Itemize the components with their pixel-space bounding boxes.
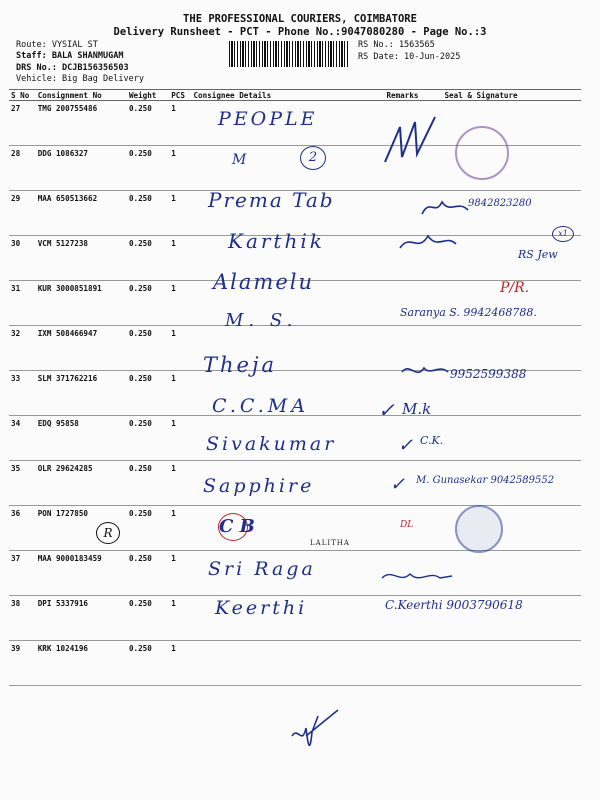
- row-weight: 0.250: [127, 551, 169, 596]
- row-pcs: 1: [169, 461, 191, 506]
- col-pcs: PCS: [169, 90, 191, 101]
- remark-text: P/R.: [500, 280, 530, 296]
- handwritten-consignee: Karthik: [228, 229, 325, 253]
- row-consignment: KUR 3000851891: [36, 281, 127, 326]
- row-weight: 0.250: [127, 281, 169, 326]
- row-weight: 0.250: [127, 506, 169, 551]
- row-consignee: [191, 146, 360, 191]
- row-pcs: 1: [169, 236, 191, 281]
- row-consignment: MAA 9000183459: [36, 551, 127, 596]
- handwritten-consignee: Sivakumar: [206, 433, 337, 455]
- row-pcs: 1: [169, 551, 191, 596]
- row-sno: 38: [9, 596, 36, 641]
- row-sno: 33: [9, 371, 36, 416]
- row-weight: 0.250: [127, 236, 169, 281]
- handwritten-consignee: M: [232, 152, 247, 168]
- route-label: Route: VYSIAL ST: [16, 40, 98, 50]
- row-consignment: IXM 508466947: [36, 326, 127, 371]
- drs-label: DRS No.: DCJB156356503: [16, 63, 129, 73]
- row-weight: 0.250: [127, 641, 169, 686]
- row-consignee: [191, 641, 360, 686]
- signature-scribble: [400, 360, 450, 382]
- handwritten-consignee: Keerthi: [215, 597, 308, 619]
- company-title: THE PROFESSIONAL COURIERS, COIMBATORE: [183, 13, 417, 25]
- row-weight: 0.250: [127, 371, 169, 416]
- row-weight: 0.250: [127, 191, 169, 236]
- row-sno: 36: [9, 506, 36, 551]
- signature-text: Saranya S. 9942468788.: [400, 306, 537, 319]
- handwritten-consignee: C B: [218, 513, 248, 541]
- row-consignment: MAA 650513662: [36, 191, 127, 236]
- handwritten-consignee: Theja: [203, 353, 277, 377]
- row-consignment: DPI 5337916: [36, 596, 127, 641]
- row-pcs: 1: [169, 146, 191, 191]
- table-header-row: [9, 90, 581, 101]
- circled-mark: x1: [552, 226, 574, 242]
- signature-text: C.K.: [420, 434, 444, 447]
- runsheet-signature: [288, 706, 348, 756]
- row-sno: 34: [9, 416, 36, 461]
- row-sno: 28: [9, 146, 36, 191]
- row-remarks: [361, 641, 419, 686]
- row-consignment: TMG 200755486: [36, 101, 127, 146]
- handwritten-consignee: Prema Tab: [208, 188, 335, 212]
- row-pcs: 1: [169, 416, 191, 461]
- row-weight: 0.250: [127, 416, 169, 461]
- row-consignment: SLM 371762216: [36, 371, 127, 416]
- signature-number: 9952599388: [450, 367, 527, 381]
- col-remarks: Remarks: [361, 90, 419, 101]
- col-consignee: Consignee Details: [191, 90, 360, 101]
- row-consignment: KRK 1024196: [36, 641, 127, 686]
- row-pcs: 1: [169, 191, 191, 236]
- row-pcs: 1: [169, 596, 191, 641]
- row-sno: 31: [9, 281, 36, 326]
- check-mark: ✓: [398, 435, 414, 456]
- signature-number: 9842823280: [468, 198, 532, 209]
- handwritten-consignee: Sri Raga: [208, 558, 316, 580]
- table-row: [9, 641, 581, 686]
- col-weight: Weight: [127, 90, 169, 101]
- check-mark: ✓: [378, 398, 395, 422]
- seal-stamp: [455, 505, 503, 553]
- signature-text: LALITHA: [310, 539, 350, 547]
- row-sno: 27: [9, 101, 36, 146]
- row-consignment: VCM 5127238: [36, 236, 127, 281]
- staff-label: Staff: BALA SHANMUGAM: [16, 51, 124, 61]
- row-weight: 0.250: [127, 326, 169, 371]
- rs-date-label: RS Date: 10-Jun-2025: [358, 52, 461, 62]
- barcode: [229, 41, 350, 67]
- handwritten-consignee: Sapphire: [203, 475, 315, 497]
- row-weight: 0.250: [127, 461, 169, 506]
- row-pcs: 1: [169, 371, 191, 416]
- col-signature: Seal & Signature: [418, 90, 581, 101]
- check-mark: ✓: [390, 474, 406, 495]
- row-sno: 29: [9, 191, 36, 236]
- row-pcs: 1: [169, 101, 191, 146]
- circled-mark: R: [96, 522, 120, 544]
- row-sno: 39: [9, 641, 36, 686]
- circled-mark: 2: [300, 146, 326, 170]
- vehicle-label: Vehicle: Big Bag Delivery: [16, 74, 144, 84]
- row-consignment: PON 1727850: [36, 506, 127, 551]
- signature-text: M. Gunasekar 9042589552: [416, 475, 555, 486]
- row-pcs: 1: [169, 506, 191, 551]
- signature-scribble: [380, 566, 455, 588]
- table-row: [9, 326, 581, 371]
- remark-text: DL: [400, 520, 414, 530]
- row-consignment: DDG 1086327: [36, 146, 127, 191]
- signature-scribble: [380, 112, 440, 172]
- handwritten-consignee: M. S.: [225, 310, 298, 331]
- row-pcs: 1: [169, 326, 191, 371]
- row-weight: 0.250: [127, 596, 169, 641]
- handwritten-consignee: C.C.MA: [212, 395, 309, 417]
- col-sno: S No: [9, 90, 36, 101]
- signature-scribble: [420, 196, 470, 218]
- row-sno: 30: [9, 236, 36, 281]
- row-weight: 0.250: [127, 101, 169, 146]
- row-signature: [418, 641, 581, 686]
- signature-text: M.k: [402, 400, 432, 418]
- runsheet-subtitle: Delivery Runsheet - PCT - Phone No.:9047080280 - Page No.:3: [113, 26, 487, 38]
- row-sno: 32: [9, 326, 36, 371]
- rs-no-label: RS No.: 1563565: [358, 40, 435, 50]
- row-pcs: 1: [169, 281, 191, 326]
- row-sno: 35: [9, 461, 36, 506]
- row-weight: 0.250: [127, 146, 169, 191]
- handwritten-consignee: PEOPLE: [218, 108, 318, 130]
- signature-text: C.Keerthi 9003790618: [385, 598, 523, 612]
- row-sno: 37: [9, 551, 36, 596]
- row-pcs: 1: [169, 641, 191, 686]
- handwritten-consignee: Alamelu: [213, 270, 314, 294]
- seal-stamp: [455, 126, 509, 180]
- col-consignment: Consignment No: [36, 90, 127, 101]
- row-consignment: EDQ 95858: [36, 416, 127, 461]
- signature-scribble: [398, 228, 458, 258]
- row-consignment: OLR 29624285: [36, 461, 127, 506]
- signature-text: RS Jew: [518, 248, 558, 261]
